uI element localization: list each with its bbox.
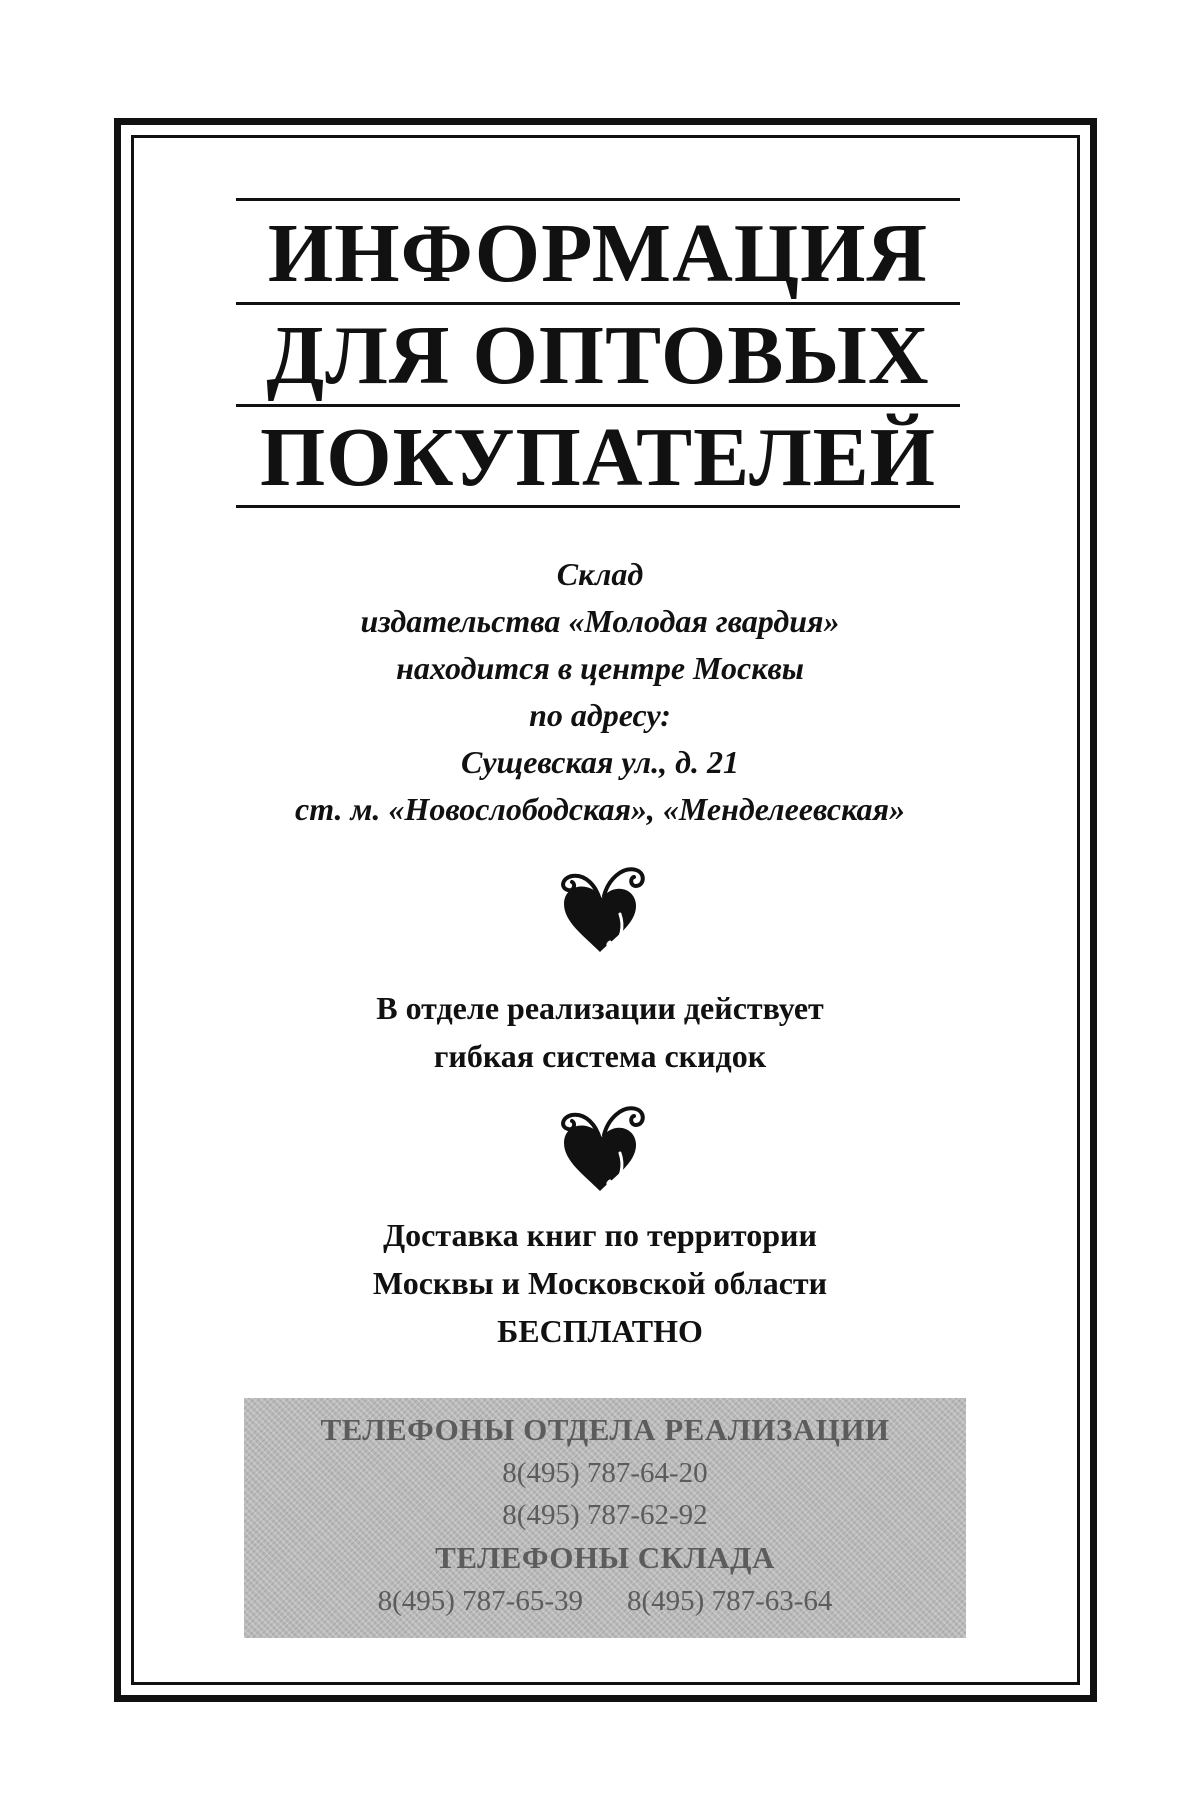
warehouse-line: по адресу: — [529, 697, 671, 733]
discounts-line: гибкая система скидок — [433, 1038, 767, 1074]
heart-flourish-icon — [550, 856, 650, 956]
delivery-line: БЕСПЛАТНО — [497, 1313, 703, 1349]
warehouse-line: Склад — [556, 556, 644, 592]
warehouse-line: ст. м. «Новослободская», «Менделеевская» — [295, 791, 905, 827]
warehouse-line: издательства «Молодая гвардия» — [360, 603, 840, 639]
warehouse-line: Сущевская ул., д. 21 — [460, 744, 740, 780]
title-rule-top — [236, 198, 960, 201]
warehouse-phones-heading: ТЕЛЕФОНЫ СКЛАДА — [435, 1540, 775, 1575]
title-line-3: ПОКУПАТЕЛЕЙ — [259, 411, 937, 504]
warehouse-phones-row — [244, 1580, 966, 1622]
title-line-2: ДЛЯ ОПТОВЫХ — [266, 309, 930, 402]
heart-flourish-icon — [550, 1095, 650, 1195]
warehouse-phone-number: 8(495) 787-65-39 — [377, 1585, 583, 1617]
discounts-line: В отделе реализации действует — [376, 990, 824, 1026]
sales-phone-number: 8(495) 787-62-92 — [502, 1499, 708, 1531]
title-rule-2 — [236, 404, 960, 407]
title-line-1: ИНФОРМАЦИЯ — [267, 207, 929, 300]
title-rule-bottom — [236, 505, 960, 508]
discounts-block — [250, 984, 950, 1080]
warehouse-address-block — [200, 551, 1000, 833]
title-rule-1 — [236, 302, 960, 305]
delivery-line: Москвы и Московской области — [372, 1265, 828, 1301]
phone-box — [244, 1398, 966, 1638]
sales-phone-number: 8(495) 787-64-20 — [502, 1457, 708, 1489]
delivery-line: Доставка книг по территории — [383, 1217, 817, 1253]
delivery-block — [250, 1211, 950, 1355]
warehouse-phone-number: 8(495) 787-63-64 — [627, 1585, 833, 1617]
sales-phones-heading: ТЕЛЕФОНЫ ОТДЕЛА РЕАЛИЗАЦИИ — [320, 1412, 890, 1447]
warehouse-line: находится в центре Москвы — [396, 650, 804, 686]
